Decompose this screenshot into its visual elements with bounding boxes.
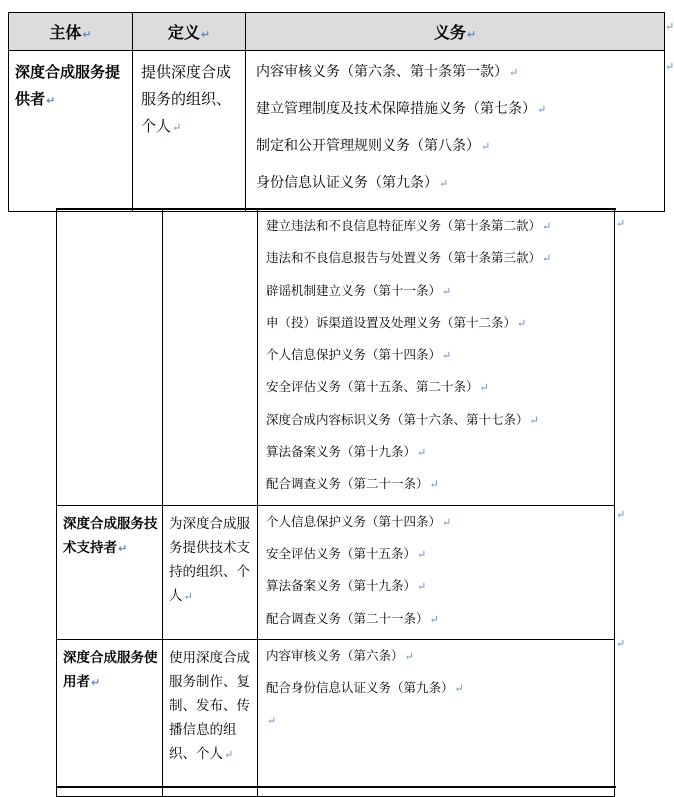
table-row (9, 51, 665, 212)
header-duties: 义务↵ (246, 13, 665, 51)
duties-cell (258, 505, 615, 639)
header-row (9, 13, 665, 51)
duty-item: 算法备案义务（第十九条）↵ (266, 578, 427, 594)
subject-cell: 深度合成服务提供者↵ (9, 51, 133, 212)
edge-return-mark: ↵ (665, 20, 674, 33)
duties-cell (246, 51, 665, 212)
table-row (57, 639, 615, 796)
duty-item: ↵ (267, 714, 277, 728)
duties-cell (258, 210, 615, 506)
obligations-table-bottom (56, 209, 615, 797)
duty-item: 内容审核义务（第六条、第十条第一款）↵ (256, 64, 519, 80)
table-row (57, 210, 615, 506)
duty-item: 安全评估义务（第十五条）↵ (266, 545, 427, 561)
duty-item: 配合调查义务（第二十一条）↵ (266, 610, 439, 626)
duty-item: 制定和公开管理规则义务（第八条）↵ (256, 138, 491, 154)
edge-return-mark: ↵ (616, 508, 626, 521)
subject-cell: 深度合成服务使用者↵ (57, 639, 163, 796)
duty-item: 算法备案义务（第十九条）↵ (266, 444, 427, 460)
obligations-table-top (8, 12, 665, 212)
definition-cell: 提供深度合成服务的组织、个人↵ (133, 51, 246, 212)
duty-item: 安全评估义务（第十五条、第二十条）↵ (266, 379, 489, 395)
definition-cell (163, 210, 258, 506)
duty-item: 配合身份信息认证义务（第九条）↵ (266, 680, 464, 696)
duties-cell (258, 639, 615, 796)
duty-item: 个人信息保护义务（第十四条）↵ (266, 513, 452, 529)
subject-cell: 深度合成服务技术支持者↵ (57, 505, 163, 639)
table-row (57, 505, 615, 639)
definition-cell: 使用深度合成服务制作、复制、发布、传播信息的组织、个人↵ (163, 639, 258, 796)
duty-item: 违法和不良信息报告与处置义务（第十条第三款）↵ (266, 250, 552, 266)
duty-item: 建立违法和不良信息特征库义务（第十条第二款）↵ (266, 218, 552, 233)
duty-item: 深度合成内容标识义务（第十六条、第十七条）↵ (266, 411, 539, 427)
table-bottom-border (56, 786, 616, 788)
header-subject: 主体↵ (9, 13, 133, 51)
duty-item: 建立管理制度及技术保障措施义务（第七条）↵ (256, 101, 547, 117)
edge-return-mark: ↵ (665, 60, 674, 73)
duty-item: 个人信息保护义务（第十四条）↵ (266, 347, 452, 363)
header-definition: 定义↵ (133, 13, 246, 51)
duty-item: 身份信息认证义务（第九条）↵ (256, 175, 449, 191)
duty-item: 内容审核义务（第六条）↵ (266, 647, 414, 663)
duty-item: 申（投）诉渠道设置及处理义务（第十二条）↵ (266, 314, 527, 330)
duty-item: 辟谣机制建立义务（第十一条）↵ (266, 282, 452, 298)
subject-cell (57, 210, 163, 506)
edge-return-mark: ↵ (616, 217, 626, 230)
duty-item: 配合调查义务（第二十一条）↵ (266, 476, 439, 492)
definition-cell: 为深度合成服务提供技术支持的组织、个人↵ (163, 505, 258, 639)
edge-return-mark: ↵ (616, 637, 626, 650)
